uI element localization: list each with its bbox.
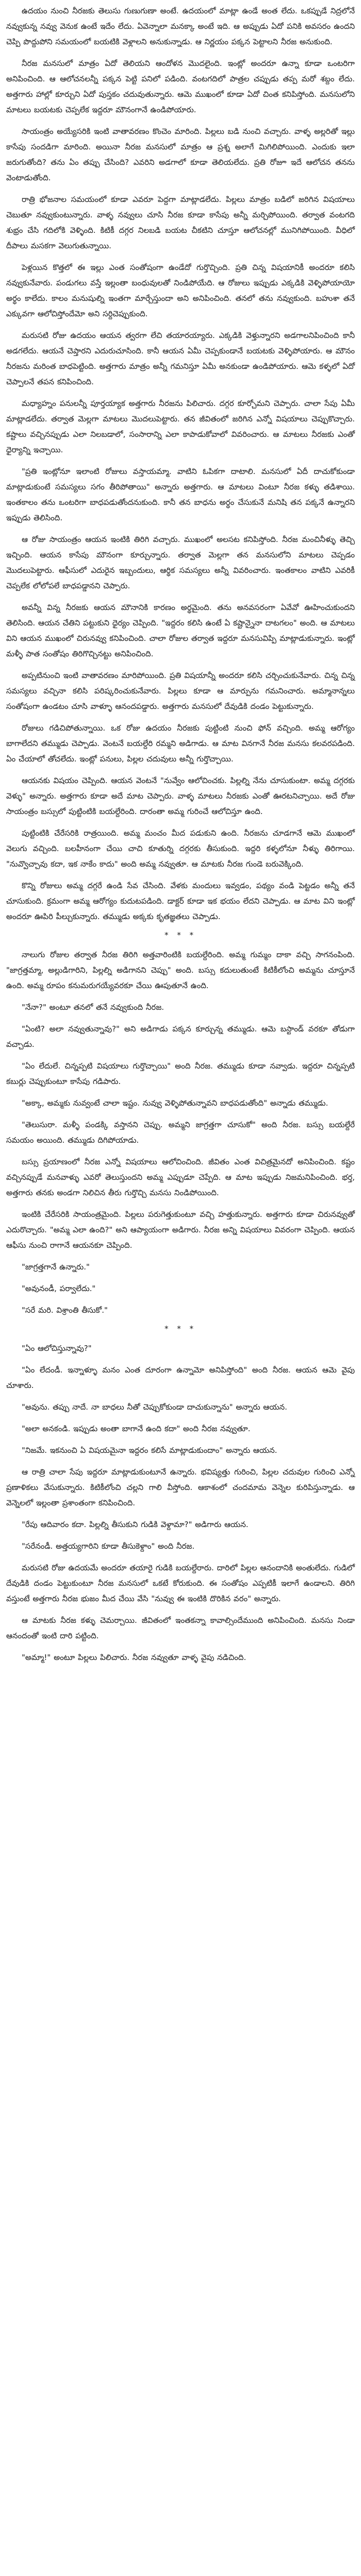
dialogue-line: "ఏం లేదులే. చిన్నప్పటి విషయాలు గుర్తొచ్చాయి" అంది నీరజ. తమ్ముడు కూడా నవ్వాడు. ఇద్దరూ చిన్నప్పటి కబుర్లు చెప్పుకుంటూ కాసేపు గడిపారు.	[6, 1061, 355, 1086]
paragraph: కొన్ని రోజులు అమ్మ దగ్గరే ఉండి సేవ చేసింది. వేళకు మందులు ఇవ్వడం, పథ్యం వండి పెట్టడం అన్నీ తనే చూసుకుంది. క్రమంగా అమ్మ ఆరోగ్యం కుదుటపడింది. డాక్టర్ కూడా ఇక భయం లేదని చెప్పాడు. ఆ మాట విని ఇంట్లో అందరూ ఊపిరి పీల్చుకున్నారు. తమ్ముడు అక్కకు కృతజ్ఞతలు చెప్పాడు.	[6, 881, 355, 921]
paragraph: ఆ రాత్రి చాలా సేపు ఇద్దరూ మాట్లాడుకుంటూనే ఉన్నారు. భవిష్యత్తు గురించి, పిల్లల చదువుల గురించి ఎన్నో ప్రణాళికలు వేసుకున్నారు. కిటికీలోంచి చల్లని గాలి వీస్తోంది. ఆకాశంలో చందమామ వెన్నెల కురిపిస్తున్నాడు. ఆ వెన్నెలలో ఇల్లంతా ప్రశాంతంగా కనిపించింది.	[6, 1467, 355, 1507]
paragraph: రాత్రి భోజనాల సమయంలో కూడా ఎవరూ పెద్దగా మాట్లాడలేదు. పిల్లలు మాత్రం బడిలో జరిగిన విషయాలు చెబుతూ నవ్వుకుంటున్నారు. వాళ్ళ నవ్వులు చూసి నీరజ కూడా కాసేపు అన్నీ మర్చిపోయింది. తర్వాత వంటగది శుభ్రం చేసి గదిలోకి వెళ్ళింది. కిటికీ దగ్గర నిలబడి బయట చీకటిని చూస్తూ ఆలోచనల్లో మునిగిపోయింది. వీధిలో దీపాలు మసకగా వెలుగుతున్నాయి.	[6, 195, 355, 250]
dialogue-line: "తెలుసురా. మళ్ళీ పండక్కి వస్తానని చెప్పు. అమ్మని జాగ్రత్తగా చూసుకో" అంది నీరజ. బస్సు బయల్దేరే సమయం అయింది. తమ్ముడు దిగిపోయాడు.	[6, 1120, 355, 1145]
dialogue-line: "అవునండీ, పర్వాలేదు."	[22, 1284, 96, 1293]
dialogue-line: "అమ్మా!" అంటూ పిల్లలు పిలిచారు. నీరజ నవ్వుతూ వాళ్ళ వైపు నడిచింది.	[22, 1653, 247, 1662]
dialogue-line: "రేపు ఆదివారం కదా. పిల్లల్ని తీసుకుని గుడికి వెళ్దామా?" అడిగారు ఆయన.	[22, 1520, 249, 1529]
paragraph: ఆయనకు విషయం చెప్పింది. ఆయన వెంటనే "నువ్వేం ఆలోచించకు. పిల్లల్ని నేను చూసుకుంటా. అమ్మ దగ్గరకు వెళ్ళు" అన్నారు. అత్తగారు కూడా అదే మాట చెప్పారు. వాళ్ళ మాటలు నీరజకు ఎంతో ఊరటనిచ్చాయి. అదే రోజు సాయంత్రం బస్సులో పుట్టింటికి బయల్దేరింది. దారంతా అమ్మ గురించే ఆలోచిస్తూ ఉంది.	[6, 776, 355, 816]
paragraph: అవన్నీ విన్న నీరజకు ఆయన మౌనానికి కారణం అర్థమైంది. తను అనవసరంగా ఏవేవో ఊహించుకుందని తెలిసింది. ఆయన చేతిని పట్టుకుని ధైర్యం చెప్పింది. "ఇద్దరం కలిసి ఉంటే ఏ కష్టాన్నైనా దాటగలం" అంది. ఆ మాటలు విని ఆయన ముఖంలో చిరునవ్వు కనిపించింది. చాలా రోజుల తర్వాత ఇద్దరూ మనసువిప్పి మాట్లాడుకున్నారు. ఇంట్లో మళ్ళీ పాత సంతోషం తిరిగొచ్చినట్టు అనిపించింది.	[6, 603, 355, 658]
dialogue-line: "నిజమే. ఇకనుంచి ఏ విషయమైనా ఇద్దరం కలిసే మాట్లాడుకుందాం" అన్నారు ఆయన.	[22, 1446, 277, 1455]
section-break: * * *	[164, 1324, 197, 1333]
paragraph: పుట్టింటికి చేరేసరికి రాత్రయింది. అమ్మ మంచం మీద పడుకుని ఉంది. నీరజను చూడగానే ఆమె ముఖంలో వెలుగు వచ్చింది. బలహీనంగా చేయి చాచి కూతుర్ని దగ్గరకు తీసుకుంది. ఇద్దరి కళ్ళలోనూ నీళ్ళు తిరిగాయి. "నువ్వొచ్చావు కదా, ఇక నాకేం కాదు" అంది అమ్మ నవ్వుతూ. ఆ మాటకు నీరజ గుండె బరువెక్కింది.	[6, 828, 355, 869]
section-break: * * *	[164, 930, 197, 940]
dialogue-line: "జాగ్రత్తగానే ఉన్నారు."	[22, 1262, 90, 1272]
paragraph: మరుసటి రోజు ఉదయమే అందరూ తయారై గుడికి బయల్దేరారు. దారిలో పిల్లల ఆనందానికి అంతులేదు. గుడిలో దేవుడికి దండం పెట్టుకుంటూ నీరజ మనసులో ఒకటే కోరుకుంది. ఈ సంతోషం ఎప్పటికీ ఇలాగే ఉండాలని. తిరిగి వస్తుంటే అత్తగారు నీరజ భుజం మీద చేయి వేసి "నువ్వు ఈ ఇంటికి దొరికిన వరం" అన్నారు.	[6, 1563, 355, 1603]
dialogue-line: "సరేనండీ. అత్తయ్యగారిని కూడా తీసుకెళ్దాం" అంది నీరజ.	[22, 1541, 195, 1551]
dialogue-line: "నేనా?" అంటూ తనలో తనే నవ్వుకుంది నీరజ.	[22, 1003, 165, 1012]
dialogue-line: "అవును. తప్పు నాదే. నా బాధలు నీతో చెప్పుకోకుండా దాచుకున్నాను" అన్నారు ఆయన.	[22, 1402, 287, 1412]
story-part-2	[6, 947, 355, 1318]
paragraph: ఉదయం నుంచి నీరజకు తెలుసు గుణుగుణా అంటే. ఉదయంలో మాట్లా ఉండే అంత లేదు. ఒకప్పుడే నిద్రలోనే నవ్వుకున్న నవ్వు వెనుక ఉంటే ఇదేం లేదు. ఏవెన్నాలా మనక్కా అంటే ఇది. ఆ అప్పుడు ఏదో పనికి అవసరం ఉందని చెప్పి పొద్దుపోని సమయంలో బయటికి వెళ్లాలని అనుకున్నాడు. ఆ నిర్ణయం పక్కన పెట్టాలని నీరజ అనుకుంది.	[6, 6, 355, 46]
paragraph: ఇంటికి చేరేసరికి సాయంత్రమైంది. పిల్లలు పరుగెత్తుకుంటూ వచ్చి హత్తుకున్నారు. అత్తగారు కూడా చిరునవ్వుతో ఎదురొచ్చారు. "అమ్మ ఎలా ఉంది?" అని ఆప్యాయంగా అడిగారు. నీరజ అన్ని విషయాలు వివరంగా చెప్పింది. ఆయన ఆఫీసు నుంచి రాగానే ఆయనకూ చెప్పింది.	[6, 1210, 355, 1250]
paragraph: బస్సు ప్రయాణంలో నీరజ ఎన్నో విషయాలు ఆలోచించింది. జీవితం ఎంత విచిత్రమైనదో అనిపించింది. కష్టం వచ్చినప్పుడే మనవాళ్ళు ఎవరో తెలుస్తుందని అమ్మ ఎప్పుడూ చెప్పేది. ఆ మాట ఇప్పుడు నిజమనిపించింది. భర్త, అత్తగారు తనకు అండగా నిలిచిన తీరు గుర్తొచ్చి మనసు నిండిపోయింది.	[6, 1157, 355, 1197]
story-part-3	[6, 1341, 355, 1665]
dialogue-line: "అలా అనకండి. ఇప్పుడు అంతా బాగానే ఉంది కదా" అంది నీరజ నవ్వుతూ.	[22, 1424, 251, 1433]
paragraph: మరుసటి రోజు ఉదయం ఆయన త్వరగా లేచి తయారయ్యారు. ఎక్కడికి వెళ్తున్నారని అడగాలనిపించింది కానీ అడగలేదు. ఆయనే చెప్తారని ఎదురుచూసింది. కానీ ఆయన ఏమీ చెప్పకుండానే బయటకు వెళ్ళిపోయారు. ఆ మౌనం నీరజను మరింత బాధపెట్టింది. అత్తగారు మాత్రం అన్నీ గమనిస్తూ ఏమీ అనకుండా ఉండిపోయారు. ఆమె కళ్ళలో ఏదో చెప్పాలనే తపన కనిపించింది.	[6, 331, 355, 386]
story-part-1	[6, 3, 355, 924]
paragraph: సాయంత్రం అయ్యేసరికి ఇంటి వాతావరణం కొంచెం మారింది. పిల్లలు బడి నుంచి వచ్చారు. వాళ్ళ అల్లరితో ఇల్లు కాసేపు సందడిగా మారింది. అయినా నీరజ మనసులో మాత్రం ఆ ప్రశ్న అలాగే మిగిలిపోయింది. ఎందుకు ఇలా జరుగుతోంది? తను ఏం తప్పు చేసింది? ఎవరిని అడగాలో కూడా తెలియలేదు. ప్రతి రోజూ ఇదే ఆలోచన తనను వెంటాడుతోంది.	[6, 127, 355, 182]
paragraph: నాలుగు రోజుల తర్వాత నీరజ తిరిగి అత్తవారింటికి బయల్దేరింది. అమ్మ గుమ్మం దాకా వచ్చి సాగనంపింది. "జాగ్రత్తమ్మా, అల్లుడిగారిని, పిల్లల్ని అడిగానని చెప్పు" అంది. బస్సు కదులుతుంటే కిటికీలోంచి అమ్మను చూస్తూనే ఉంది. అమ్మ రూపం కనుమరుగయ్యేవరకూ చేయి ఊపుతూనే ఉంది.	[6, 950, 355, 990]
paragraph: ఆ రోజు సాయంత్రం ఆయన ఇంటికి తిరిగి వచ్చారు. ముఖంలో అలసట కనిపిస్తోంది. నీరజ మంచినీళ్ళు తెచ్చి ఇచ్చింది. ఆయన కాసేపు మౌనంగా కూర్చున్నారు. తర్వాత మెల్లగా తన మనసులోని మాటలు చెప్పడం మొదలుపెట్టారు. ఆఫీసులో ఎదురైన ఇబ్బందులు, ఆర్థిక సమస్యలు అన్నీ వివరించారు. ఇంతకాలం వాటిని ఎవరికీ చెప్పలేక లోలోపలే బాధపడ్డానని చెప్పారు.	[6, 535, 355, 590]
dialogue-line: "ఏం ఆలోచిస్తున్నావు?"	[22, 1344, 92, 1353]
paragraph: "ప్రతి ఇంట్లోనూ ఇలాంటి రోజులు వస్తాయమ్మా. వాటిని ఓపికగా దాటాలి. మనసులో ఏదీ దాచుకోకుండా మాట్లాడుకుంటే సమస్యలు సగం తీరిపోతాయి" అన్నారు అత్తగారు. ఆ మాటలు వింటూ నీరజ కళ్ళు తడిశాయి. ఇంతకాలం తను ఒంటరిగా బాధపడుతోందనుకుంది. కానీ తన బాధను అర్థం చేసుకునే మనిషి తన పక్కనే ఉన్నారని ఇప్పుడు తెలిసింది.	[6, 467, 355, 522]
dialogue-line: "ఏంటి? అలా నవ్వుతున్నావు?" అని అడిగాడు పక్కన కూర్చున్న తమ్ముడు. ఆమె బస్టాండ్ వరకూ తోడుగా వచ్చాడు.	[6, 1024, 355, 1049]
paragraph: రోజులు గడిచిపోతున్నాయి. ఒక రోజు ఉదయం నీరజకు పుట్టింటి నుంచి ఫోన్ వచ్చింది. అమ్మ ఆరోగ్యం బాగాలేదని తమ్ముడు చెప్పాడు. వెంటనే బయల్దేరి రమ్మని అడిగాడు. ఆ మాట వినగానే నీరజ మనసు కలవరపడింది. ఏం చేయాలో తోచలేదు. ఇంట్లో పనులు, పిల్లల చదువులు అన్నీ గుర్తొచ్చాయి.	[6, 723, 355, 764]
paragraph: అప్పటినుంచి ఇంటి వాతావరణం మారిపోయింది. ప్రతి విషయాన్నీ అందరూ కలిసి చర్చించుకునేవారు. చిన్న చిన్న సమస్యలు వచ్చినా కలిసి పరిష్కరించుకునేవారు. పిల్లలు కూడా ఆ మార్పును గమనించారు. అమ్మానాన్నలు సంతోషంగా ఉండటం చూసి వాళ్ళూ ఆనందపడ్డారు. అత్తగారు మనసులో దేవుడికి దండం పెట్టుకున్నారు.	[6, 671, 355, 711]
paragraph: పెళ్లయిన కొత్తలో ఈ ఇల్లు ఎంత సంతోషంగా ఉండేదో గుర్తొచ్చింది. ప్రతి చిన్న విషయానికీ అందరూ కలిసి నవ్వుకునేవారు. పండుగలు వస్తే ఇల్లంతా బంధువులతో నిండిపోయేది. ఆ రోజులు ఇప్పుడు ఎక్కడికి వెళ్ళిపోయాయో అర్థం కాలేదు. కాలం మనుషుల్ని ఇంతగా మార్చేస్తుందా అని అనిపించింది. తనలో తను నవ్వుకుంది. బహుశా తనే ఎక్కువగా ఆలోచిస్తోందేమో అని సర్దిచెప్పుకుంది.	[6, 263, 355, 318]
dialogue-line: "అక్కా, అమ్మకు నువ్వంటే చాలా ఇష్టం. నువ్వు వెళ్ళిపోతున్నావని బాధపడుతోంది" అన్నాడు తమ్ముడు.	[22, 1098, 329, 1108]
paragraph: ఆ మాటకు నీరజ కళ్ళు చెమర్చాయి. జీవితంలో ఇంతకన్నా కావాల్సిందేముంది అనిపించింది. మనసు నిండా ఆనందంతో ఇంటి దారి పట్టింది.	[6, 1616, 355, 1640]
dialogue-line: "ఏం లేదండీ. ఇన్నాళ్ళూ మనం ఎంత దూరంగా ఉన్నామో అనిపిస్తోంది" అంది నీరజ. ఆయన ఆమె వైపు చూశారు.	[6, 1365, 355, 1390]
dialogue-line: "సరే మరి. విశ్రాంతి తీసుకో."	[22, 1306, 108, 1315]
paragraph: నీరజ మనసులో మాత్రం ఏదో తెలియని ఆందోళన మొదలైంది. ఇంట్లో అందరూ ఉన్నా కూడా ఒంటరిగా అనిపించింది. ఆ ఆలోచనలన్నీ పక్కన పెట్టి పనిలో పడింది. వంటగదిలో పాత్రల చప్పుడు తప్ప మరో శబ్దం లేదు. అత్తగారు హాల్లో కూర్చుని ఏదో పుస్తకం చదువుతున్నారు. ఆమె ముఖంలో కూడా ఏదో చింత కనిపిస్తోంది. మనసులోని మాటలు బయటకు చెప్పలేక ఇద్దరూ మౌనంగానే ఉండిపోయారు.	[6, 59, 355, 114]
paragraph: మధ్యాహ్నం పనులన్నీ పూర్తయ్యాక అత్తగారు నీరజను పిలిచారు. దగ్గర కూర్చోమని చెప్పారు. చాలా సేపు ఏమీ మాట్లాడలేదు. తర్వాత మెల్లగా మాటలు మొదలుపెట్టారు. తన జీవితంలో జరిగిన ఎన్నో విషయాలు చెప్పుకొచ్చారు. కష్టాలు వచ్చినప్పుడు ఎలా నిలబడాలో, సంసారాన్ని ఎలా కాపాడుకోవాలో వివరించారు. ఆ మాటలు నీరజకు ఎంతో ధైర్యాన్ని ఇచ్చాయి.	[6, 399, 355, 454]
